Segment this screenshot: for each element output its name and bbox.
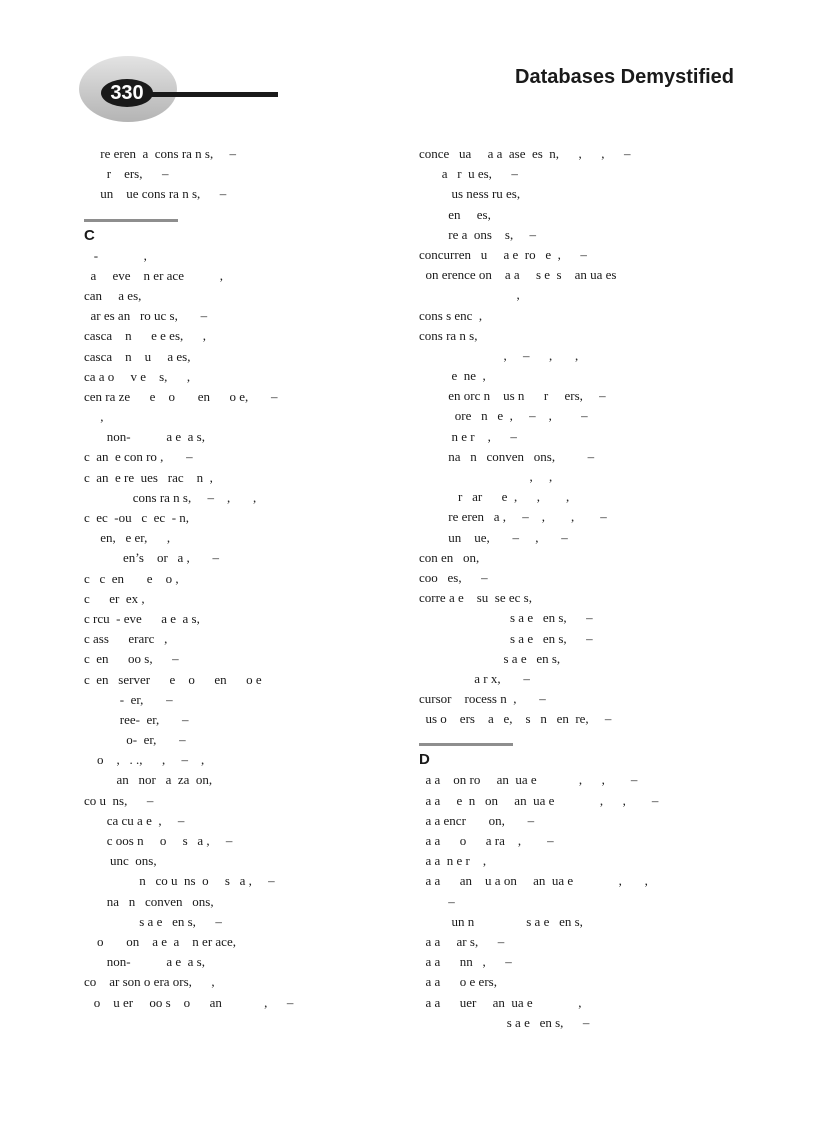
index-section-d xyxy=(419,743,759,770)
book-title: Databases Demystified xyxy=(515,66,734,88)
index-entry: r ar e , , , xyxy=(419,489,570,505)
index-entry: us ness ru es, xyxy=(419,186,521,202)
index-entry: a a an u a on an ua e , , xyxy=(419,873,648,889)
index-entry: a r x, – xyxy=(419,670,530,686)
index-entry: o u er oo s o an , – xyxy=(84,994,294,1010)
index-entry: concurren u a e ro e , – xyxy=(419,246,587,262)
index-entry: c oos n o s a , – xyxy=(84,833,233,848)
index-entry: can a es, xyxy=(84,287,142,303)
index-entry: casca n e e es, , xyxy=(84,328,207,344)
index-entry: , xyxy=(84,409,104,425)
index-entry: - , xyxy=(84,247,147,263)
index-entry: na n conven ons, – xyxy=(419,448,595,464)
index-entry: con en on, xyxy=(419,549,480,565)
index-entry: a a n e r , xyxy=(419,853,487,869)
index-entry: o , . ., , – , xyxy=(84,752,205,768)
index-entry: a eve n er ace , xyxy=(84,267,223,283)
index-entry: a a nn , – xyxy=(419,954,512,970)
index-entry: en, e er, , xyxy=(84,530,171,546)
index-entry: c an e re ues rac n , xyxy=(84,469,213,485)
index-entry: a a ar s, – xyxy=(419,933,505,949)
index-entry: a a o a ra , – xyxy=(419,833,554,848)
section-rule xyxy=(419,743,513,746)
index-entry: – xyxy=(419,893,455,909)
index-entry: - er, – xyxy=(84,691,173,707)
index-entry: cons ra n s, – , , xyxy=(84,489,257,505)
page-number: 330 xyxy=(110,82,144,104)
index-entry: co ar son o era ors, , xyxy=(84,974,215,990)
index-entry: r ers, – xyxy=(84,166,169,182)
index-entry: casca n u a es, xyxy=(84,348,191,364)
index-entry: a a uer an ua e , xyxy=(419,994,582,1010)
index-entry: na n conven ons, xyxy=(84,893,214,909)
index-entry: corre a e su se ec s, xyxy=(419,590,532,606)
index-entry: e ne , xyxy=(419,368,486,384)
index-entry: c an e con ro , – xyxy=(84,449,193,465)
index-entry: s a e en s, – xyxy=(84,913,222,929)
index-entry: c rcu - eve a e a s, xyxy=(84,610,200,626)
index-entry: c er ex , xyxy=(84,590,145,606)
index-entry: unc ons, xyxy=(84,853,157,869)
index-column-right xyxy=(419,144,759,1033)
index-entry: c ec -ou c ec - n, xyxy=(84,510,190,525)
index-entry: a a encr on, – xyxy=(419,812,535,828)
index-entry: c en oo s, – xyxy=(84,651,179,667)
section-letter: D xyxy=(419,751,430,769)
index-entry: s a e en s, – xyxy=(419,610,593,626)
index-entry: , – , , xyxy=(419,347,579,363)
index-entry: s a e en s, xyxy=(419,650,561,666)
index-entry: c en server e o en o e xyxy=(84,671,262,687)
index-entry: n e r , – xyxy=(419,428,517,444)
index-entry: s a e en s, – xyxy=(419,1014,590,1030)
index-entry: c ass erarc , xyxy=(84,631,168,647)
index-entry: , xyxy=(419,287,520,303)
index-entry: conce ua a a ase es n, , , – xyxy=(419,146,631,161)
index-entry: us o ers a e, s n en re, – xyxy=(419,711,612,727)
index-entry: cons ra n s, xyxy=(419,327,478,343)
index-entry: s a e en s, – xyxy=(419,630,593,646)
index-entry: a a on ro an ua e , , – xyxy=(419,772,638,788)
index-entry: a a e n on an ua e , , – xyxy=(419,792,659,808)
index-entry: a a o e ers, xyxy=(419,974,497,990)
index-entry: un ue, – , – xyxy=(419,529,568,545)
index-entry: on erence on a a s e s an ua es xyxy=(419,267,617,283)
index-entry: cen ra ze e o en o e, – xyxy=(84,388,278,404)
index-entry: en’s or a , – xyxy=(84,550,220,566)
index-entry: o on a e a n er ace, xyxy=(84,933,236,949)
index-entry: ca cu a e , – xyxy=(84,812,185,828)
index-entry: coo es, – xyxy=(419,569,488,585)
index-column-left xyxy=(84,144,424,1013)
index-entry: , , xyxy=(419,469,553,484)
index-section-c xyxy=(84,219,424,246)
index-entry: re eren a cons ra n s, – xyxy=(84,146,236,161)
index-entry: c c en e o , xyxy=(84,570,179,586)
index-entry: ca a o v e s, , xyxy=(84,368,191,384)
index-entry: co u ns, – xyxy=(84,792,154,808)
index-entry: en orc n us n r ers, – xyxy=(419,388,606,404)
index-entry: o- er, – xyxy=(84,732,186,748)
index-entry: ore n e , – , – xyxy=(419,408,588,424)
index-entry: n co u ns o s a , – xyxy=(84,873,275,889)
index-entry: un n s a e en s, xyxy=(419,913,583,929)
index-entry: an nor a za on, xyxy=(84,772,213,788)
section-rule xyxy=(84,219,178,222)
index-entry: en es, xyxy=(419,206,491,222)
index-entry: non- a e a s, xyxy=(84,954,205,970)
index-entry: cursor rocess n , – xyxy=(419,691,546,707)
index-entry: ree- er, – xyxy=(84,711,189,727)
index-entry: cons s enc , xyxy=(419,307,483,323)
index-entry: a r u es, – xyxy=(419,166,518,182)
index-entry: re a ons s, – xyxy=(419,226,536,242)
index-entry: re eren a , – , , – xyxy=(419,509,607,525)
index-entry: un ue cons ra n s, – xyxy=(84,186,227,202)
index-entry: non- a e a s, xyxy=(84,429,205,445)
index-entry: ar es an ro uc s, – xyxy=(84,308,208,324)
section-letter: C xyxy=(84,226,95,244)
